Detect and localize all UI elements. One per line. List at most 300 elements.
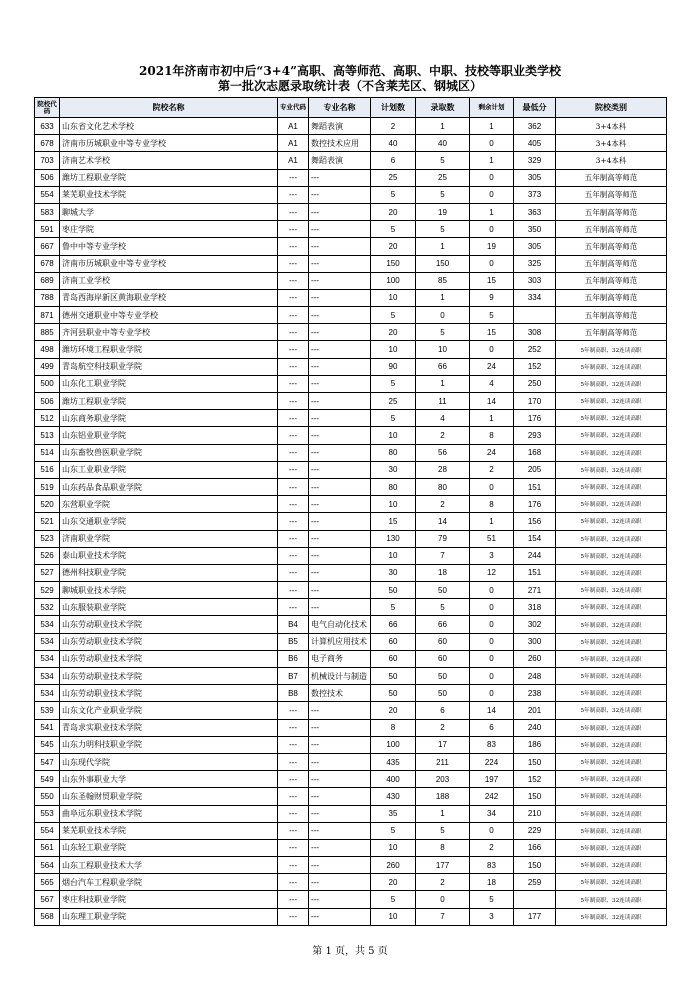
cell-remaining: 0: [470, 186, 514, 203]
table-row: [35, 461, 667, 478]
cell-school: 山东劳动职业技术学院: [60, 685, 278, 702]
cell-min-score: 259: [514, 874, 556, 891]
cell-plan: 20: [371, 874, 416, 891]
cell-code: 498: [35, 341, 60, 358]
cell-code: 512: [35, 410, 60, 427]
cell-admitted: 1: [416, 289, 470, 306]
cell-min-score: 151: [514, 564, 556, 581]
cell-admitted: 5: [416, 822, 470, 839]
cell-admitted: 5: [416, 186, 470, 203]
cell-school: 山东铝业职业学院: [60, 427, 278, 444]
page-footer: 第 1 页，共 5 页: [312, 946, 388, 957]
cell-category: 5年制高职、32连读高职: [556, 788, 667, 805]
cell-admitted: 18: [416, 564, 470, 581]
cell-category: 5年制高职、32连读高职: [556, 444, 667, 461]
cell-major-code: ---: [278, 736, 309, 753]
cell-plan: 20: [371, 238, 416, 255]
cell-major: ---: [309, 513, 371, 530]
cell-category: 5年制高职、32连读高职: [556, 702, 667, 719]
cell-major: ---: [309, 272, 371, 289]
cell-category: 5年制高职、32连读高职: [556, 410, 667, 427]
cell-category: 5年制高职、32连读高职: [556, 564, 667, 581]
col-header-category: 院校类别: [556, 98, 667, 118]
cell-plan: 2: [371, 118, 416, 135]
cell-min-score: 363: [514, 203, 556, 220]
cell-category: 5年制高职、32连读高职: [556, 771, 667, 788]
cell-remaining: 83: [470, 736, 514, 753]
cell-category: 5年制高职、32连读高职: [556, 616, 667, 633]
cell-school: 山东劳动职业技术学院: [60, 616, 278, 633]
table-row: [35, 891, 667, 908]
cell-category: 5年制高职、32连读高职: [556, 753, 667, 770]
cell-major: ---: [309, 839, 371, 856]
table-row: [35, 547, 667, 564]
cell-code: 871: [35, 307, 60, 324]
table-row: [35, 668, 667, 685]
cell-admitted: 177: [416, 857, 470, 874]
cell-category: 5年制高职、32连读高职: [556, 496, 667, 513]
cell-remaining: 0: [470, 650, 514, 667]
cell-remaining: 0: [470, 478, 514, 495]
cell-min-score: 201: [514, 702, 556, 719]
cell-major: ---: [309, 341, 371, 358]
cell-school: 山东圣翰财贸职业学院: [60, 788, 278, 805]
cell-major-code: ---: [278, 564, 309, 581]
cell-plan: 435: [371, 753, 416, 770]
cell-plan: 100: [371, 272, 416, 289]
cell-major-code: ---: [278, 238, 309, 255]
cell-remaining: 8: [470, 496, 514, 513]
cell-code: 550: [35, 788, 60, 805]
cell-major-code: ---: [278, 702, 309, 719]
cell-min-score: 177: [514, 908, 556, 925]
cell-admitted: 1: [416, 238, 470, 255]
cell-remaining: 3: [470, 547, 514, 564]
cell-admitted: 5: [416, 324, 470, 341]
cell-remaining: 15: [470, 272, 514, 289]
cell-major: ---: [309, 444, 371, 461]
cell-category: 5年制高职、32连读高职: [556, 427, 667, 444]
cell-min-score: 362: [514, 118, 556, 135]
cell-code: 514: [35, 444, 60, 461]
col-header-major: 专业名称: [309, 98, 371, 118]
cell-major: ---: [309, 238, 371, 255]
cell-admitted: 10: [416, 341, 470, 358]
cell-plan: 5: [371, 375, 416, 392]
cell-admitted: 7: [416, 908, 470, 925]
cell-plan: 50: [371, 582, 416, 599]
cell-remaining: 51: [470, 530, 514, 547]
cell-plan: 35: [371, 805, 416, 822]
cell-major-code: ---: [278, 186, 309, 203]
cell-remaining: 4: [470, 375, 514, 392]
table-row: [35, 650, 667, 667]
cell-min-score: 373: [514, 186, 556, 203]
cell-remaining: 14: [470, 393, 514, 410]
cell-major-code: B6: [278, 650, 309, 667]
cell-major: ---: [309, 771, 371, 788]
cell-admitted: 14: [416, 513, 470, 530]
cell-school: 青岛求实职业技术学院: [60, 719, 278, 736]
cell-code: 567: [35, 891, 60, 908]
cell-category: 五年制高等师范: [556, 221, 667, 238]
cell-min-score: 154: [514, 530, 556, 547]
cell-remaining: 1: [470, 203, 514, 220]
cell-code: 564: [35, 857, 60, 874]
cell-category: 5年制高职、32连读高职: [556, 375, 667, 392]
cell-major-code: ---: [278, 513, 309, 530]
cell-school: 鲁中中等专业学校: [60, 238, 278, 255]
cell-remaining: 24: [470, 444, 514, 461]
cell-major-code: B5: [278, 633, 309, 650]
table-row: [35, 530, 667, 547]
cell-remaining: 3: [470, 908, 514, 925]
cell-remaining: 15: [470, 324, 514, 341]
cell-min-score: 205: [514, 461, 556, 478]
col-header-code: 院校代码: [35, 98, 60, 118]
cell-major-code: ---: [278, 547, 309, 564]
cell-plan: 130: [371, 530, 416, 547]
cell-min-score: 293: [514, 427, 556, 444]
cell-remaining: 0: [470, 221, 514, 238]
cell-category: 5年制高职、32连读高职: [556, 736, 667, 753]
cell-major-code: ---: [278, 255, 309, 272]
cell-school: 山东工业职业学院: [60, 461, 278, 478]
table-row: [35, 341, 667, 358]
cell-admitted: 2: [416, 427, 470, 444]
cell-major: 舞蹈表演: [309, 118, 371, 135]
table-row: [35, 857, 667, 874]
table-row: [35, 805, 667, 822]
cell-school: 山东理工职业学院: [60, 908, 278, 925]
cell-admitted: 85: [416, 272, 470, 289]
cell-admitted: 50: [416, 668, 470, 685]
cell-remaining: 0: [470, 341, 514, 358]
cell-admitted: 56: [416, 444, 470, 461]
table-row: [35, 564, 667, 581]
table-header-row: [35, 98, 667, 118]
table-row: [35, 908, 667, 925]
cell-min-score: 305: [514, 169, 556, 186]
cell-remaining: 0: [470, 255, 514, 272]
cell-plan: 15: [371, 513, 416, 530]
cell-min-score: 150: [514, 753, 556, 770]
cell-major: 计算机应用技术: [309, 633, 371, 650]
cell-school: 山东轻工职业学院: [60, 839, 278, 856]
table-row: [35, 203, 667, 220]
cell-code: 539: [35, 702, 60, 719]
cell-code: 554: [35, 822, 60, 839]
table-row: [35, 375, 667, 392]
cell-min-score: [514, 891, 556, 908]
cell-school: 潍坊工程职业学院: [60, 393, 278, 410]
cell-major: ---: [309, 427, 371, 444]
cell-code: 885: [35, 324, 60, 341]
cell-min-score: [514, 307, 556, 324]
cell-school: 山东工程职业技术大学: [60, 857, 278, 874]
cell-min-score: 166: [514, 839, 556, 856]
cell-category: 5年制高职、32连读高职: [556, 582, 667, 599]
cell-code: 534: [35, 633, 60, 650]
cell-min-score: 150: [514, 857, 556, 874]
cell-school: 德州科技职业学院: [60, 564, 278, 581]
cell-code: 534: [35, 650, 60, 667]
cell-plan: 10: [371, 289, 416, 306]
cell-plan: 430: [371, 788, 416, 805]
col-header-remaining: 剩余计划: [470, 98, 514, 118]
cell-code: 513: [35, 427, 60, 444]
cell-school: 山东药品食品职业学院: [60, 478, 278, 495]
cell-major: ---: [309, 702, 371, 719]
cell-remaining: 224: [470, 753, 514, 770]
cell-code: 678: [35, 255, 60, 272]
cell-plan: 25: [371, 169, 416, 186]
cell-category: 5年制高职、32连读高职: [556, 908, 667, 925]
table-row: [35, 839, 667, 856]
cell-plan: 260: [371, 857, 416, 874]
cell-code: 561: [35, 839, 60, 856]
cell-plan: 5: [371, 410, 416, 427]
cell-category: 5年制高职、32连读高职: [556, 685, 667, 702]
cell-major-code: ---: [278, 719, 309, 736]
cell-major: ---: [309, 599, 371, 616]
cell-major: ---: [309, 478, 371, 495]
cell-plan: 5: [371, 822, 416, 839]
cell-code: 506: [35, 169, 60, 186]
page-title: 2021年济南市初中后“3+4”高职、高等师范、高职、中职、技校等职业类学校: [139, 64, 561, 78]
cell-school: 莱芜职业技术学院: [60, 822, 278, 839]
cell-school: 济南市历城职业中等专业学校: [60, 135, 278, 152]
cell-category: 5年制高职、32连读高职: [556, 857, 667, 874]
cell-category: 五年制高等师范: [556, 255, 667, 272]
cell-code: 703: [35, 152, 60, 169]
cell-admitted: 50: [416, 685, 470, 702]
cell-category: 五年制高等师范: [556, 289, 667, 306]
cell-remaining: 0: [470, 685, 514, 702]
cell-remaining: 2: [470, 461, 514, 478]
cell-major: 舞蹈表演: [309, 152, 371, 169]
cell-admitted: 2: [416, 719, 470, 736]
cell-code: 568: [35, 908, 60, 925]
cell-min-score: 151: [514, 478, 556, 495]
cell-min-score: 318: [514, 599, 556, 616]
table-row: [35, 719, 667, 736]
cell-min-score: 156: [514, 513, 556, 530]
cell-category: 五年制高等师范: [556, 238, 667, 255]
table-body: [35, 118, 667, 926]
cell-major-code: ---: [278, 582, 309, 599]
cell-major: 机械设计与制造: [309, 668, 371, 685]
cell-remaining: 1: [470, 152, 514, 169]
cell-major-code: ---: [278, 289, 309, 306]
cell-school: 山东现代学院: [60, 753, 278, 770]
cell-code: 534: [35, 616, 60, 633]
cell-code: 534: [35, 685, 60, 702]
cell-plan: 10: [371, 496, 416, 513]
cell-code: 516: [35, 461, 60, 478]
col-header-major-code: 专业代码: [278, 98, 309, 118]
cell-major-code: B7: [278, 668, 309, 685]
cell-code: 553: [35, 805, 60, 822]
cell-plan: 10: [371, 839, 416, 856]
cell-major: 数控技术: [309, 685, 371, 702]
col-header-admitted: 录取数: [416, 98, 470, 118]
cell-category: 5年制高职、32连读高职: [556, 530, 667, 547]
cell-school: 潍坊环境工程职业学院: [60, 341, 278, 358]
cell-remaining: 34: [470, 805, 514, 822]
cell-remaining: 0: [470, 633, 514, 650]
cell-major-code: ---: [278, 358, 309, 375]
table-row: [35, 874, 667, 891]
cell-min-score: 302: [514, 616, 556, 633]
admission-table: [34, 97, 667, 926]
table-row: [35, 272, 667, 289]
cell-major: 电子商务: [309, 650, 371, 667]
cell-plan: 5: [371, 221, 416, 238]
cell-plan: 50: [371, 668, 416, 685]
cell-major: ---: [309, 410, 371, 427]
cell-remaining: 19: [470, 238, 514, 255]
cell-plan: 80: [371, 478, 416, 495]
cell-school: 山东劳动职业技术学院: [60, 650, 278, 667]
cell-admitted: 211: [416, 753, 470, 770]
cell-plan: 100: [371, 736, 416, 753]
table-row: [35, 685, 667, 702]
cell-major-code: ---: [278, 461, 309, 478]
table-row: [35, 307, 667, 324]
cell-major-code: ---: [278, 874, 309, 891]
cell-major-code: A1: [278, 152, 309, 169]
cell-min-score: 350: [514, 221, 556, 238]
cell-major: ---: [309, 908, 371, 925]
cell-major-code: A1: [278, 118, 309, 135]
table-row: [35, 753, 667, 770]
cell-admitted: 5: [416, 599, 470, 616]
cell-remaining: 1: [470, 513, 514, 530]
cell-school: 济南工业学校: [60, 272, 278, 289]
cell-major: ---: [309, 788, 371, 805]
col-header-min-score: 最低分: [514, 98, 556, 118]
table-row: [35, 324, 667, 341]
cell-plan: 10: [371, 427, 416, 444]
cell-major: ---: [309, 461, 371, 478]
cell-plan: 20: [371, 702, 416, 719]
table-row: [35, 633, 667, 650]
cell-code: 565: [35, 874, 60, 891]
cell-remaining: 0: [470, 169, 514, 186]
cell-school: 山东畜牧兽医职业学院: [60, 444, 278, 461]
cell-major-code: ---: [278, 496, 309, 513]
table-row: [35, 478, 667, 495]
cell-admitted: 25: [416, 169, 470, 186]
cell-school: 山东省文化艺术学校: [60, 118, 278, 135]
table-row: [35, 582, 667, 599]
cell-plan: 66: [371, 616, 416, 633]
cell-admitted: 6: [416, 702, 470, 719]
cell-code: 523: [35, 530, 60, 547]
cell-major: ---: [309, 255, 371, 272]
cell-remaining: 14: [470, 702, 514, 719]
cell-remaining: 24: [470, 358, 514, 375]
cell-category: 5年制高职、32连读高职: [556, 839, 667, 856]
cell-min-score: 168: [514, 444, 556, 461]
table-row: [35, 702, 667, 719]
cell-min-score: 238: [514, 685, 556, 702]
cell-category: 五年制高等师范: [556, 307, 667, 324]
cell-code: 527: [35, 564, 60, 581]
cell-major: ---: [309, 169, 371, 186]
cell-min-score: 303: [514, 272, 556, 289]
cell-min-score: 240: [514, 719, 556, 736]
cell-plan: 10: [371, 908, 416, 925]
cell-min-score: 252: [514, 341, 556, 358]
cell-min-score: 300: [514, 633, 556, 650]
cell-code: 689: [35, 272, 60, 289]
table-row: [35, 444, 667, 461]
cell-category: 5年制高职、32连读高职: [556, 650, 667, 667]
cell-major-code: ---: [278, 169, 309, 186]
cell-code: 520: [35, 496, 60, 513]
cell-category: 5年制高职、32连读高职: [556, 513, 667, 530]
cell-min-score: 308: [514, 324, 556, 341]
cell-school: 枣庄学院: [60, 221, 278, 238]
col-header-school: 院校名称: [60, 98, 278, 118]
cell-remaining: 0: [470, 668, 514, 685]
cell-category: 5年制高职、32连读高职: [556, 461, 667, 478]
cell-school: 曲阜远东职业技术学院: [60, 805, 278, 822]
cell-major: ---: [309, 564, 371, 581]
cell-major-code: ---: [278, 788, 309, 805]
cell-school: 德州交通职业中等专业学校: [60, 307, 278, 324]
cell-plan: 10: [371, 341, 416, 358]
cell-school: 烟台汽车工程职业学院: [60, 874, 278, 891]
cell-category: 5年制高职、32连读高职: [556, 547, 667, 564]
cell-school: 山东外事职业大学: [60, 771, 278, 788]
cell-admitted: 7: [416, 547, 470, 564]
cell-min-score: 210: [514, 805, 556, 822]
cell-school: 山东交通职业学院: [60, 513, 278, 530]
cell-admitted: 19: [416, 203, 470, 220]
cell-category: 5年制高职、32连读高职: [556, 358, 667, 375]
table-row: [35, 616, 667, 633]
cell-remaining: 1: [470, 410, 514, 427]
cell-major-code: ---: [278, 822, 309, 839]
cell-school: 山东商务职业学院: [60, 410, 278, 427]
cell-plan: 90: [371, 358, 416, 375]
cell-category: 5年制高职、32连读高职: [556, 393, 667, 410]
cell-major: 数控技术应用: [309, 135, 371, 152]
cell-major: 电气自动化技术: [309, 616, 371, 633]
cell-category: 5年制高职、32连读高职: [556, 805, 667, 822]
cell-major-code: ---: [278, 375, 309, 392]
cell-major-code: A1: [278, 135, 309, 152]
cell-school: 青岛西海岸新区黄海职业学校: [60, 289, 278, 306]
cell-major: ---: [309, 719, 371, 736]
cell-admitted: 150: [416, 255, 470, 272]
cell-code: 549: [35, 771, 60, 788]
cell-major: ---: [309, 805, 371, 822]
cell-admitted: 60: [416, 633, 470, 650]
cell-min-score: 176: [514, 496, 556, 513]
table-row: [35, 513, 667, 530]
cell-remaining: 5: [470, 891, 514, 908]
cell-major-code: ---: [278, 839, 309, 856]
table-row: [35, 788, 667, 805]
cell-admitted: 66: [416, 616, 470, 633]
cell-school: 齐河县职业中等专业学校: [60, 324, 278, 341]
cell-admitted: 40: [416, 135, 470, 152]
table-row: [35, 135, 667, 152]
